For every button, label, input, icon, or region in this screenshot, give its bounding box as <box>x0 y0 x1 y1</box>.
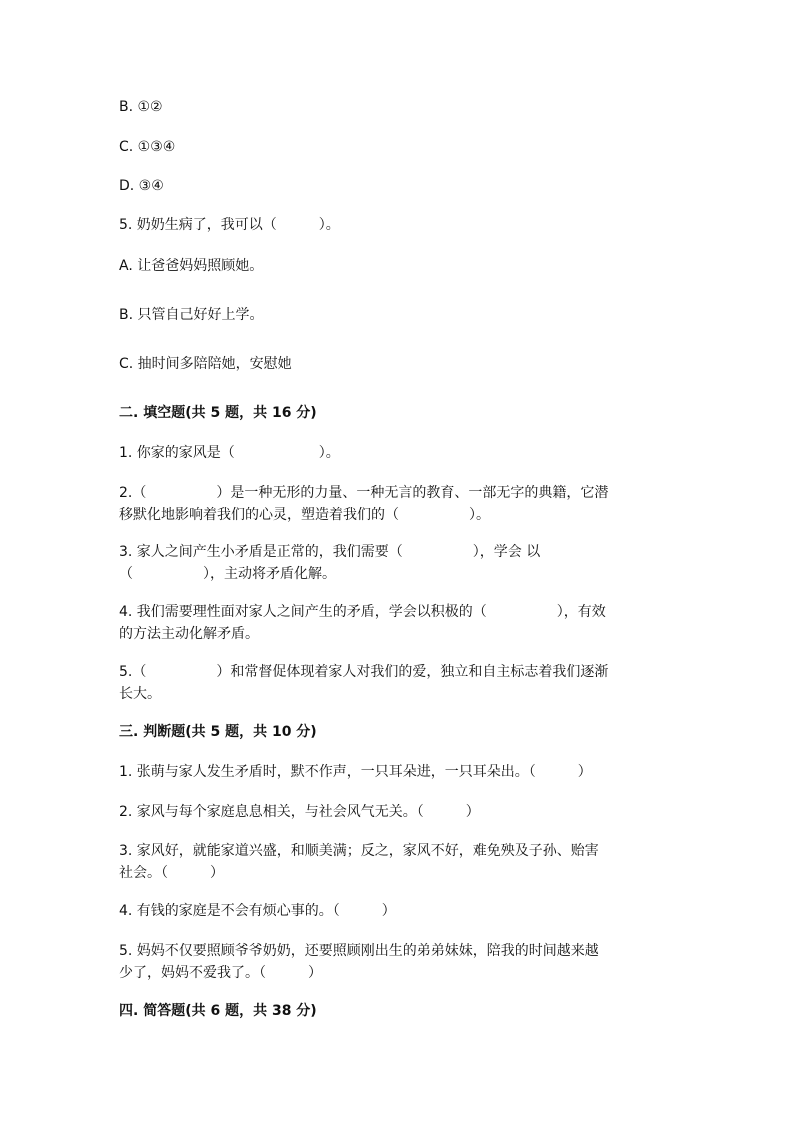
section-2-title: 二. 填空题(共 5 题，共 16 分) <box>119 405 317 421</box>
q4-option-c: C. ①③④ <box>119 139 176 155</box>
s3-q4: 4. 有钱的家庭是不会有烦心事的。（ ） <box>119 903 396 919</box>
s2-q5-line1: 5.（ ）和常督促体现着家人对我们的爱，独立和自主标志着我们逐渐 <box>119 664 609 680</box>
q5-stem: 5. 奶奶生病了，我可以（ ）。 <box>119 217 340 233</box>
s3-q5-line2: 少了，妈妈不爱我了。（ ） <box>119 965 322 981</box>
s2-q4-line2: 的方法主动化解矛盾。 <box>119 626 259 642</box>
s2-q3-line1: 3. 家人之间产生小矛盾是正常的，我们需要（ ），学会 以 <box>119 544 541 560</box>
s3-q1: 1. 张萌与家人发生矛盾时，默不作声，一只耳朵进，一只耳朵出。（ ） <box>119 764 592 780</box>
s2-q4-line1: 4. 我们需要理性面对家人之间产生的矛盾，学会以积极的（ ），有效 <box>119 604 606 620</box>
s2-q1: 1. 你家的家风是（ ）。 <box>119 445 340 461</box>
section-4-title: 四. 简答题(共 6 题，共 38 分) <box>119 1003 317 1019</box>
s2-q3-line2: （ ），主动将矛盾化解。 <box>119 566 336 582</box>
section-3-title: 三. 判断题(共 5 题，共 10 分) <box>119 724 317 740</box>
s2-q5-line2: 长大。 <box>119 686 161 702</box>
s3-q3-line1: 3. 家风好，就能家道兴盛，和顺美满；反之，家风不好，难免殃及子孙、贻害 <box>119 843 599 859</box>
s2-q2-line1: 2.（ ）是一种无形的力量、一种无言的教育、一部无字的典籍，它潜 <box>119 485 609 501</box>
q5-option-b: B. 只管自己好好上学。 <box>119 307 264 323</box>
s2-q2-line2: 移默化地影响着我们的心灵，塑造着我们的（ ）。 <box>119 507 490 523</box>
q5-option-c: C. 抽时间多陪陪她，安慰她 <box>119 356 292 372</box>
s3-q3-line2: 社会。（ ） <box>119 865 224 881</box>
s3-q2: 2. 家风与每个家庭息息相关，与社会风气无关。（ ） <box>119 804 480 820</box>
q4-option-d: D. ③④ <box>119 178 164 194</box>
q4-option-b: B. ①② <box>119 99 163 115</box>
s3-q5-line1: 5. 妈妈不仅要照顾爷爷奶奶，还要照顾刚出生的弟弟妹妹，陪我的时间越来越 <box>119 943 599 959</box>
q5-option-a: A. 让爸爸妈妈照顾她。 <box>119 258 264 274</box>
